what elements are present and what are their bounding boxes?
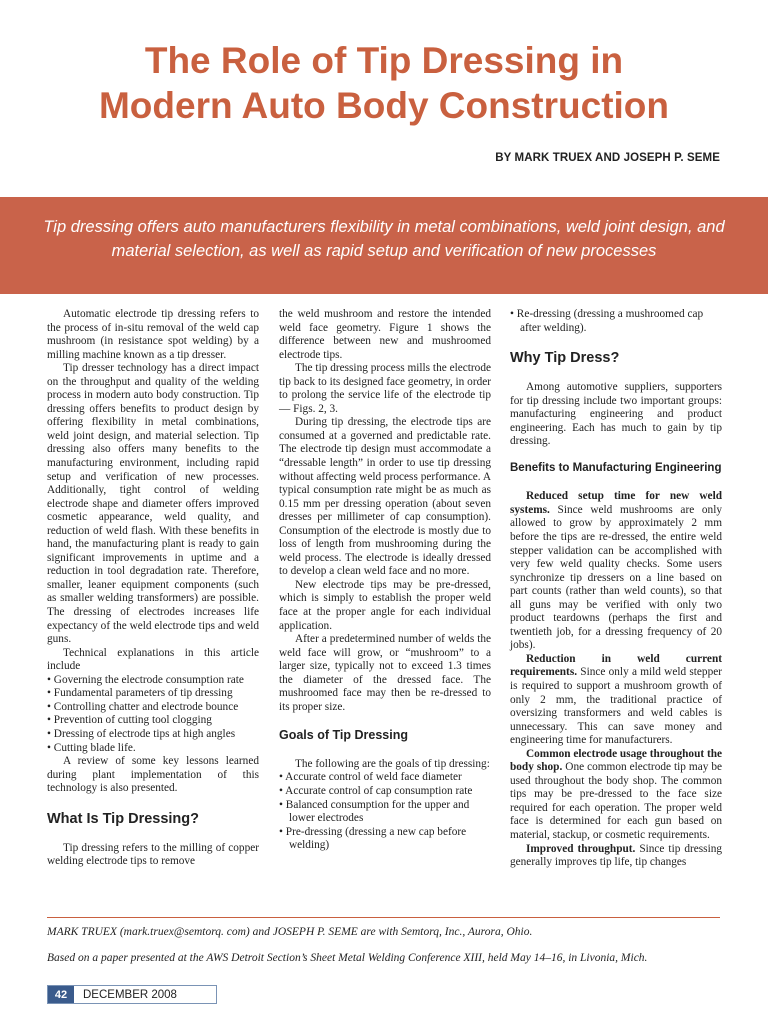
list-item: • Dressing of electrode tips at high angles — [47, 728, 259, 742]
author-names: MARK TRUEX ( — [47, 926, 124, 938]
paragraph: Tip dresser technology has a direct impact on the throughput and quality of the welding process in modern auto body construction. Tip dressing offers benefits to product design by offering flexibility in metal combinations, weld joint design, and material selection. Tip dressing also offers many benefits to the manufacturing environment, including rapid setup and verification of new processes. Additionally, tight control of welding electrode shape and diameter offers improved cosmetic appearance, weld quality, and reduction of weld flash. With these benefits in hand, the manufacturing plant is ready to gain significant improvements in uptime and a reduction in tool degradation rate. Therefore, smaller, leaner equipment components (such as smaller welding transformers) are possible. The dressing of electrodes increases life expectancy of the weld electrode tips and weld guns. — [47, 362, 259, 646]
topics-list — [47, 674, 259, 755]
run-in-heading: Reduction in weld current requirements. — [510, 652, 722, 679]
deck-text: Tip dressing offers auto manufacturers flexibility in metal combinations, weld joint design, and material selection, as well as rapid setup and verification of new processes — [43, 218, 725, 260]
list-item: • Accurate control of cap consumption rate — [279, 785, 491, 799]
author-footnote — [47, 925, 727, 939]
byline: BY MARK TRUEX AND JOSEPH P. SEME — [495, 152, 720, 164]
issue-date: DECEMBER 2008 — [83, 988, 177, 1001]
list-item: • Fundamental parameters of tip dressing — [47, 687, 259, 701]
column-2 — [279, 308, 491, 853]
author-affiliation: ) and JOSEPH P. SEME are with Semtorq, Inc., Aurora, Ohio. — [245, 926, 533, 938]
column-1 — [47, 308, 259, 869]
section-heading: Goals of Tip Dressing — [279, 728, 408, 743]
page-number: 42 — [48, 986, 74, 1003]
run-in-heading: Reduced setup time for new weld systems. — [510, 490, 722, 516]
list-item: • Re-dressing (dressing a mushroomed cap after welding). — [510, 308, 722, 335]
paragraph: Technical explanations in this article include — [47, 646, 259, 673]
subsection-heading: Benefits to Manufacturing Engineering — [510, 461, 722, 474]
paragraph: After a predetermined number of welds the weld face will grow, or “mushroom” to a larger size, typically not to exceed 1.3 times the diameter of the dressed face. The mushroomed face may then be re-dressed to its proper size. — [279, 633, 491, 713]
paragraph: Among automotive suppliers, supporters for tip dressing include two important groups: manufacturing engineering and product engineering. Each has much to gain by tip dressing. — [510, 381, 722, 448]
title-line-2: Modern Auto Body Construction — [98, 85, 669, 126]
paragraph — [510, 748, 722, 843]
paragraph: During tip dressing, the electrode tips are consumed at a governed and predictable rate. The electrode tip design must accommodate a “dressable length” in order to use tip dressing without affecting weld process performance. A typical consumption rate might be as much as 0.15 mm per dressing operation (about seven dresses per millimeter of cap consumption). Consumption of the electrode is mostly due to loss of length from mushrooming during the weld process. The electrode is ideally dressed to develop a clean weld face and no more. — [279, 416, 491, 578]
column-3 — [510, 308, 722, 870]
paragraph: The tip dressing process mills the electrode tip back to its designed face geometry, in order to prolong the service life of the electrode tip — Figs. 2, 3. — [279, 362, 491, 415]
paragraph-text: One common electrode tip may be used throughout the body shop. The common tips may be pre-dressed to the face size required for each operation. The proper weld face is determined for each gun based on material, stackup, or cosmetic requirements. — [510, 761, 723, 841]
list-item: • Governing the electrode consumption rate — [47, 674, 259, 688]
goals-list-continued — [510, 308, 722, 335]
paragraph: Tip dressing refers to the milling of copper welding electrode tips to remove — [47, 841, 259, 868]
conference-footnote: Based on a paper presented at the AWS Detroit Section’s Sheet Metal Welding Conference XIII, held May 14–16, in Livonia, Mich. — [47, 952, 648, 964]
list-item: • Controlling chatter and electrode bounce — [47, 701, 259, 715]
page-folio — [47, 985, 217, 1004]
section-heading: Why Tip Dress? — [510, 350, 620, 367]
paragraph-text: Since tip dressing generally improves tip life, tip changes — [510, 842, 723, 869]
paragraph: Automatic electrode tip dressing refers to the process of in-situ removal of the weld cap mushroom (in resistance spot welding) by a milling machine known as a tip dresser. — [47, 308, 259, 361]
title-line-1: The Role of Tip Dressing in — [144, 40, 624, 81]
list-item: • Balanced consumption for the upper and lower electrodes — [279, 799, 491, 826]
paragraph: A review of some key lessons learned during plant implementation of this technology is also presented. — [47, 755, 259, 795]
run-in-heading: Common electrode usage throughout the body shop. — [510, 747, 723, 774]
run-in-heading: Improved throughput. — [526, 842, 636, 855]
footnote-divider — [47, 917, 720, 918]
paragraph-text: Since weld mushrooms are only allowed to grow by approximately 2 mm before the tips are re-dressed, the entire weld stepper validation can be accomplished with very few weld quality checks. Some users synchronize tip dressers on a line based on part counts (rather than weld counts), so that all guns may be verified with only two product teardowns (perhaps the first and twentieth job, for a dressing frequency of 20 jobs). — [510, 503, 722, 652]
paragraph — [510, 653, 722, 748]
paragraph: The following are the goals of tip dressing: — [295, 757, 490, 770]
paragraph: the weld mushroom and restore the intended weld face geometry. Figure 1 shows the difference between new and mushroomed electrode tips. — [279, 308, 491, 361]
author-email-link[interactable]: mark.truex@semtorq. com — [123, 926, 246, 938]
list-item: • Prevention of cutting tool clogging — [47, 714, 259, 728]
list-item: • Pre-dressing (dressing a new cap before welding) — [279, 826, 491, 853]
section-heading: What Is Tip Dressing? — [47, 810, 200, 827]
list-item: • Cutting blade life. — [47, 742, 259, 756]
paragraph — [510, 490, 722, 653]
paragraph — [510, 843, 722, 870]
paragraph: New electrode tips may be pre-dressed, which is simply to establish the proper weld face at the proper angle for each individual application. — [279, 578, 491, 632]
article-title — [0, 38, 768, 128]
deck-banner — [0, 197, 768, 294]
paragraph-text: Since only a mild weld stepper is required to support a mushroom growth of only 2 mm, the traditional practice of oversizing transformers and weld cables is unnecessary. This can save money and engineering time for manufacturers. — [510, 666, 722, 747]
list-item: • Accurate control of weld face diameter — [279, 771, 491, 785]
goals-list — [279, 771, 491, 852]
